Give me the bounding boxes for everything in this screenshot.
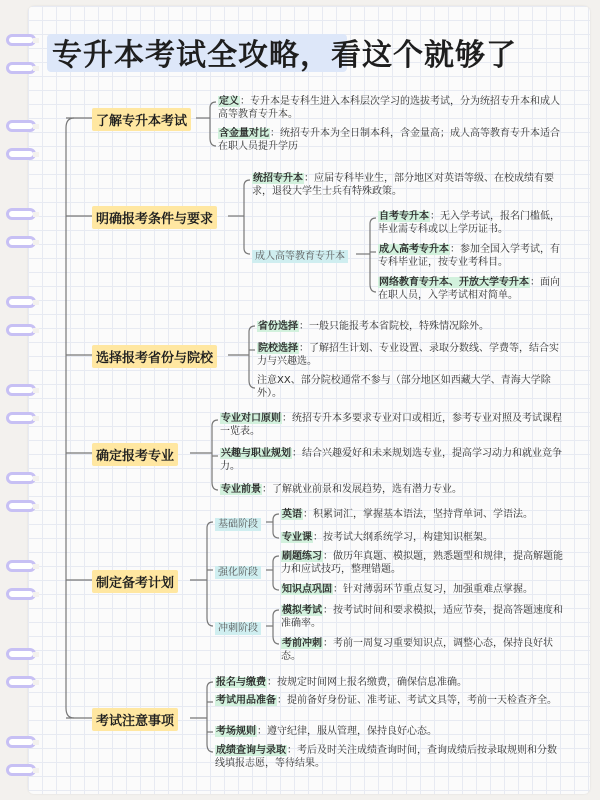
item-text: 统招专升本为全日制本科，含金量高；成人高等教育专升本适合在职人员提升学历 (218, 128, 560, 152)
item-text: 做历年真题、模拟题，熟悉题型和规律，提高解题能力和应试技巧，整理错题。 (281, 551, 563, 575)
group-adult-education (252, 247, 348, 262)
item-key: 含金量对比 (219, 128, 269, 139)
item-key: 网络教育专升本、开放大学专升本 (379, 277, 529, 288)
item-note (257, 374, 567, 400)
item-text: 考后及时关注成绩查询时间，查询成绩后按录取规则和分数线填报志愿，等待结果。 (215, 745, 557, 769)
item-results: 成绩查询与录取：考后及时关注成绩查询时间，查询成绩后按录取规则和分数线填报志愿，等待结果。 (215, 745, 557, 769)
item-key: 考场规则 (216, 726, 256, 737)
item-key: 刷题练习 (282, 551, 322, 562)
section-exam-notes: 考试注意事项 (92, 708, 178, 731)
phase-label: 强化阶段 (215, 566, 261, 579)
phase-label: 冲刺阶段 (215, 622, 261, 635)
item-text: 提前备好身份证、准考证、考试文具等，考前一天检查齐全。 (287, 695, 557, 706)
item-interest-career: 兴趣与职业规划：结合兴趣爱好和未来规划选专业，提高学习动力和就业竞争力。 (220, 448, 562, 472)
section-study-plan: 制定备考计划 (92, 570, 178, 593)
item-supplies: 考试用品准备：提前备好身份证、准考证、考试文具等，考前一天检查齐全。 (216, 695, 557, 706)
section-conditions: 明确报考条件与要求 (92, 206, 217, 229)
item-zikao: 自考专升本：无入学考试，报名门槛低，毕业需专科或以上学历证书。 (378, 211, 560, 235)
item-text: 按考试大纲系统学习，构建知识框架。 (323, 532, 493, 543)
section-major: 确定报考专业 (92, 443, 178, 466)
item-mock-exam: 模拟考试：按考试时间和要求模拟，适应节奏，提高答题速度和准确率。 (281, 605, 563, 629)
phase-label: 基础阶段 (215, 518, 261, 531)
item-key: 专业课 (282, 532, 312, 543)
item-key: 兴趣与职业规划 (221, 448, 291, 459)
item-tongzhao: 统招专升本：应届专科毕业生，部分地区对英语等级、在校成绩有要求，退役大学生士兵有特殊政策。 (252, 173, 554, 197)
item-professional: 专业课：按考试大纲系统学习，构建知识框架。 (282, 532, 493, 543)
item-final-sprint: 考前冲刺：考前一周复习重要知识点，调整心态，保持良好状态。 (281, 638, 553, 662)
item-key: 专业对口原则 (221, 413, 281, 424)
item-exam-rules: 考场规则：遵守纪律，服从管理，保持良好心态。 (216, 726, 437, 737)
item-text: 积累词汇，掌握基本语法，坚持背单词、学语法。 (313, 509, 533, 520)
item-key: 英语 (282, 509, 302, 520)
item-text: 应届专科毕业生，部分地区对英语等级、在校成绩有要求，退役大学生士兵有特殊政策。 (252, 173, 554, 197)
item-practice: 刷题练习：做历年真题、模拟题，熟悉题型和规律，提高解题能力和应试技巧，整理错题。 (281, 551, 563, 575)
item-key: 定义 (219, 96, 239, 107)
phase-strengthen (215, 563, 261, 578)
item-key: 省份选择 (258, 321, 298, 332)
item-text: 按规定时间网上报名缴费，确保信息准确。 (277, 677, 467, 688)
item-school: 院校选择：了解招生计划、专业设置、录取分数线、学费等，结合实力与兴趣选。 (257, 343, 559, 367)
item-key: 报名与缴费 (216, 677, 266, 688)
item-text: 一般只能报考本省院校，特殊情况除外。 (309, 321, 489, 332)
item-key: 成绩查询与录取 (216, 745, 286, 756)
section-province-school: 选择报考省份与院校 (92, 345, 217, 368)
item-consolidate: 知识点巩固：针对薄弱环节重点复习，加强重难点掌握。 (282, 584, 533, 595)
item-text: 结合兴趣爱好和未来规划选专业，提高学习动力和就业竞争力。 (220, 448, 562, 472)
item-text: 注意XX、部分院校通常不参与（部分地区如西藏大学、青海大学除外）。 (257, 375, 551, 399)
item-key: 统招专升本 (253, 173, 303, 184)
item-key: 知识点巩固 (282, 584, 332, 595)
phase-sprint (215, 619, 261, 634)
item-registration: 报名与缴费：按规定时间网上报名缴费，确保信息准确。 (216, 677, 467, 688)
item-chengkao: 成人高考专升本：参加全国入学考试，有专科毕业证，按专业考科目。 (378, 244, 560, 268)
item-text: 无入学考试，报名门槛低，毕业需专科或以上学历证书。 (378, 211, 560, 235)
item-online-education: 网络教育专升本、开放大学专升本：面向在职人员，入学考试相对简单。 (378, 277, 560, 301)
item-value-comparison: 含金量对比：统招专升本为全日制本科，含金量高；成人高等教育专升本适合在职人员提升学历 (218, 128, 560, 152)
item-key: 院校选择 (258, 343, 298, 354)
item-text: 按考试时间和要求模拟，适应节奏，提高答题速度和准确率。 (281, 605, 563, 629)
item-province: 省份选择：一般只能报考本省院校，特殊情况除外。 (258, 321, 489, 332)
item-key: 考试用品准备 (216, 695, 276, 706)
item-english: 英语：积累词汇，掌握基本语法，坚持背单词、学语法。 (282, 509, 533, 520)
item-text: 面向在职人员，入学考试相对简单。 (378, 277, 560, 301)
item-definition: 定义：专升本是专科生进入本科层次学习的选拔考试，分为统招专升本和成人高等教育专升本。 (218, 96, 560, 120)
item-major-match: 专业对口原则：统招专升本多要求专业对口或相近，参考专业对照及考试课程一览表。 (220, 413, 562, 437)
item-text: 专升本是专科生进入本科层次学习的选拔考试，分为统招专升本和成人高等教育专升本。 (218, 96, 560, 120)
item-text: 遵守纪律，服从管理，保持良好心态。 (267, 726, 437, 737)
section-understand-exam: 了解专升本考试 (92, 108, 191, 131)
item-key: 成人高考专升本 (379, 244, 449, 255)
item-text: 考前一周复习重要知识点，调整心态，保持良好状态。 (281, 638, 553, 662)
item-text: 针对薄弱环节重点复习，加强重难点掌握。 (343, 584, 533, 595)
item-key: 考前冲刺 (282, 638, 322, 649)
item-text: 了解就业前景和发展趋势，选有潜力专业。 (272, 484, 462, 495)
phase-basic (215, 515, 261, 530)
item-text: 参加全国入学考试，有专科毕业证，按专业考科目。 (378, 244, 560, 268)
group-label: 成人高等教育专升本 (252, 250, 348, 263)
item-text: 了解招生计划、专业设置、录取分数线、学费等，结合实力与兴趣选。 (257, 343, 559, 367)
page-title: 专升本考试全攻略，看这个就够了 (52, 38, 517, 73)
item-prospects: 专业前景：了解就业前景和发展趋势，选有潜力专业。 (221, 484, 462, 495)
item-text: 统招专升本多要求专业对口或相近，参考专业对照及考试课程一览表。 (220, 413, 562, 437)
item-key: 模拟考试 (282, 605, 322, 616)
item-key: 专业前景 (221, 484, 261, 495)
item-key: 自考专升本 (379, 211, 429, 222)
